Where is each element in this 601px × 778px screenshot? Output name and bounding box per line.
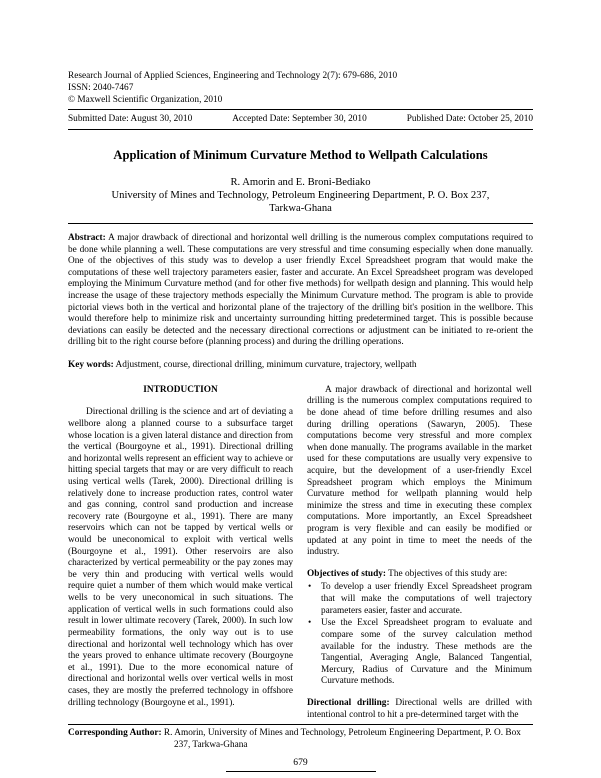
introduction-heading: INTRODUCTION <box>143 384 218 395</box>
abstract-rule <box>68 223 533 224</box>
introduction-paragraph: Directional drilling is the science and art of deviating a wellbore along a planned course to a subsurface target whose location is a given lateral distance and direction from the vertical (Bourgoyne et al., 1991). Directional drilling and horizontal wells represent an efficient way to achieve or hitting special targets that may or are very difficult to reach using vertical wells (Tarek, 2000). Directional drilling is relatively done to increase production rates, control water and gas conning, control sand production and increase recovery rate (Bourgoyne et al., 1991). There are many reservoirs which can not be tapped by vertical wells or would be uneconomical to exploit with vertical wells (Bourgoyne et al., 1991). Other reservoirs are also characterized by vertical permeability or the pay zones may be very thin and producing with vertical wells would require quiet a number of them which would make vertical wells to be very uneconomical in such situations. The application of vertical wells in such formations could also result in lower ultimate recovery (Tarek, 2000). In such low permeability formations, the only way out is to use directional and horizontal well technology which has over the years proved to enhance ultimate recovery (Bourgoyne et al., 1991). Due to the more economical nature of directional and horizontal wells over vertical wells in most cases, they are mostly the preferred technology in offshore drilling technology (Bourgoyne et al., 1991). <box>68 407 293 708</box>
header-rule-top <box>68 109 533 110</box>
objectives-paragraph <box>307 569 532 581</box>
paper-footer <box>68 721 533 772</box>
paper-title: Application of Minimum Curvature Method to Wellpath Calculations <box>113 148 488 162</box>
left-column <box>68 385 293 709</box>
header-rule-bottom <box>68 129 533 130</box>
affiliation-line-1: University of Mines and Technology, Petroleum Engineering Department, P. O. Box 237, <box>111 190 490 201</box>
page-number-rule <box>226 771 376 772</box>
keywords-text: Adjustment, course, directional drilling, minimum curvature, trajectory, wellpath <box>113 360 417 371</box>
abstract-label: Abstract: <box>68 233 106 243</box>
right-column-paragraph: A major drawback of directional and horizontal well drilling is the numerous complex computations required to be done ahead of time before drilling resumes and also during drilling operations (Sawaryn, 2005). These computations become very stressful and more complex when done manually. The programs available in the market used for these computations are usually very expensive to acquire, but the development of a user-friendly Excel Spreadsheet program which employs the Minimum Curvature method for wellpath planning would help minimize the stress and time in executing these complex computations. More importantly, an Excel Spreadsheet program is very flexible and can easily be modified or updated at any point in time to meet the needs of the industry. <box>307 384 532 558</box>
issn-line: ISSN: 2040-7467 <box>68 83 134 93</box>
objectives-list <box>307 582 532 687</box>
objectives-label: Objectives of study: <box>307 568 387 579</box>
footer-rule <box>68 724 533 725</box>
corresponding-author-block <box>68 728 533 752</box>
right-column <box>307 385 532 721</box>
two-column-body <box>68 385 533 721</box>
directional-drilling-label: Directional drilling: <box>307 697 390 708</box>
paper-header <box>68 70 533 133</box>
copyright-line: © Maxwell Scientific Organization, 2010 <box>68 95 223 105</box>
published-date: Published Date: October 25, 2010 <box>406 114 533 124</box>
objective-item-2: • Use the Excel Spreadsheet program to evaluate and compare some of the survey calculation method available for the industry. These methods are the Tangential, Averaging Angle, Balanced Tangential, Mercury, Radius of Curvature and the Minimum Curvature methods. <box>307 618 532 688</box>
directional-drilling-paragraph <box>307 698 532 721</box>
keywords-section <box>68 360 533 372</box>
directional-drilling-text: Directional wells are drilled with intentional control to hit a pre-determined target with the <box>307 697 532 720</box>
objectives-intro: The objectives of this study are: <box>386 568 508 579</box>
keywords-label: Key words: <box>68 360 114 371</box>
journal-citation-line: Research Journal of Applied Sciences, Engineering and Technology 2(7): 679-686, 2010 <box>68 71 398 81</box>
corresponding-author-text: R. Amorin, University of Mines and Technology, Petroleum Engineering Department, P. O. Box 237, Tarkwa-Ghana <box>161 728 521 750</box>
corresponding-author-label: Corresponding Author: <box>68 728 162 739</box>
affiliation-line-2: Tarkwa-Ghana <box>269 203 332 214</box>
page-number: 679 <box>293 756 308 768</box>
authors-line: R. Amorin and E. Broni-Bediako <box>230 177 371 188</box>
objective-item-1: • To develop a user friendly Excel Spreadsheet program that will make the computations of well trajectory parameters easier, faster and accurate. <box>307 582 532 617</box>
accepted-date: Accepted Date: September 30, 2010 <box>232 114 367 124</box>
submitted-date: Submitted Date: August 30, 2010 <box>68 114 193 124</box>
dates-row <box>68 113 533 126</box>
abstract-text: A major drawback of directional and horizontal well drilling is the numerous complex computations required to be done while planning a well. These computations are very stressful and time consuming especially when done manually. One of the objectives of this study was to develop a user friendly Excel Spreadsheet program that would make the computations of these well trajectory parameters easier, faster and accurate. An Excel Spreadsheet program was developed employing the Minimum Curvature method (and for other five methods) for wellpath design and planning. This would help increase the usage of these trajectory methods especially the Minimum Curvature method. The program is able to provide pictorial views both in the vertical and horizontal plane of the trajectory of the drilling bit's position in the wellbore. This would therefore help to minimize risk and uncertainty surrounding hitting predetermined target. This is possible because deviations can easily be detected and the necessary directional corrections or adjustment can be initiated to re-orient the drilling bit to the right course before (planning process) and during the drilling operations. <box>68 233 533 348</box>
abstract-section <box>68 233 533 349</box>
